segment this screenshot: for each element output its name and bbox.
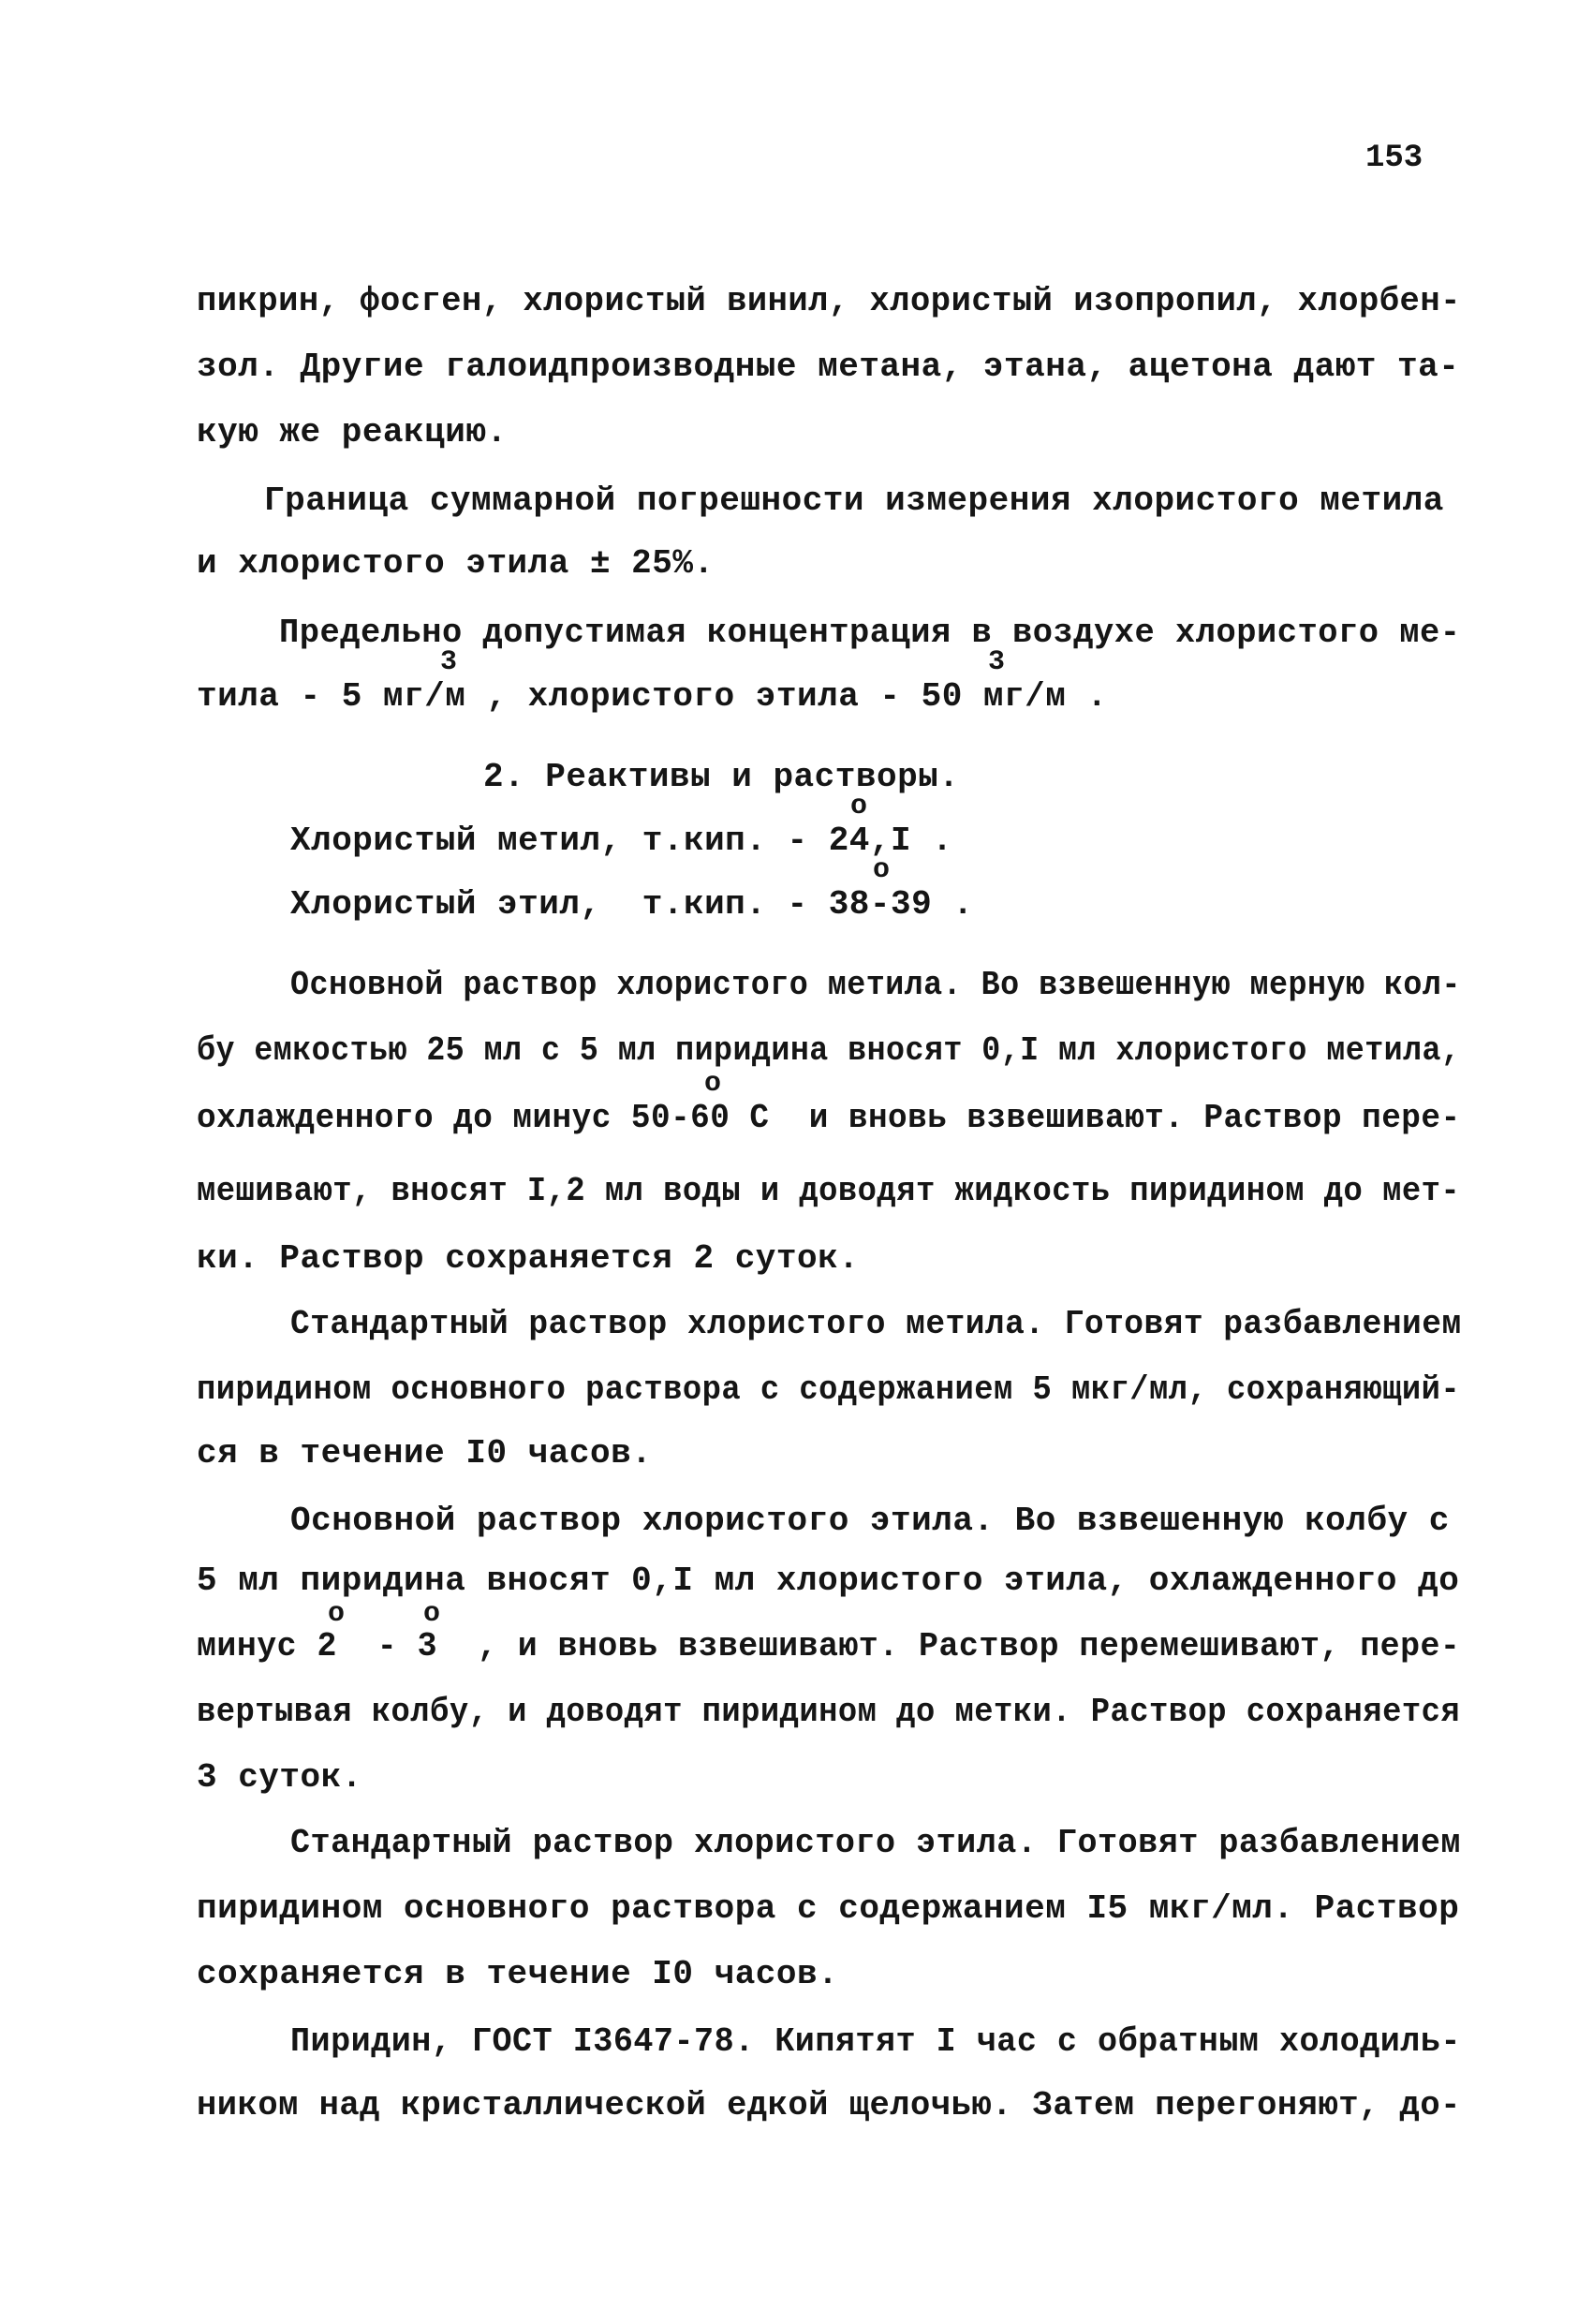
- text-line: Основной раствор хлористого метила. Во взвешенную мерную кол-: [290, 966, 1461, 1004]
- text-line: Стандартный раствор хлористого этила. Готовят разбавлением: [290, 1824, 1461, 1862]
- section-heading: 2. Реактивы и растворы.: [483, 758, 960, 796]
- text-line: и хлористого этила ± 25%.: [197, 544, 715, 583]
- text-line: 3 суток.: [197, 1758, 362, 1797]
- superscript: o: [873, 854, 891, 886]
- text-line: Пиридин, ГОСТ I3647-78. Кипятят I час с обратным холодиль-: [290, 2022, 1461, 2061]
- superscript: o: [704, 1068, 722, 1100]
- text-line: Предельно допустимая концентрация в воздухе хлористого ме-: [279, 614, 1461, 652]
- text-line: тила - 5 мг/м , хлористого этила - 50 мг/м .: [197, 677, 1108, 716]
- text-line: сохраняется в течение I0 часов.: [197, 1955, 839, 1993]
- text-line: пиридином основного раствора с содержанием 5 мкг/мл, сохраняющий-: [197, 1370, 1461, 1409]
- text-line: 5 мл пиридина вносят 0,I мл хлористого этила, охлажденного до: [197, 1562, 1460, 1600]
- text-line: Стандартный раствор хлористого метила. Готовят разбавлением: [290, 1305, 1462, 1343]
- text-line: Хлористый метил, т.кип. - 24,I .: [290, 822, 953, 860]
- text-line: ся в течение I0 часов.: [197, 1434, 653, 1473]
- text-line: вертывая колбу, и доводят пиридином до метки. Раствор сохраняется: [197, 1693, 1461, 1731]
- superscript: o: [850, 791, 868, 822]
- text-line: Основной раствор хлористого этила. Во взвешенную колбу с: [290, 1502, 1450, 1540]
- text-line: Граница суммарной погрешности измерения хлористого метила: [264, 481, 1444, 520]
- text-line: кую же реакцию.: [197, 413, 508, 451]
- text-line: пиридином основного раствора с содержанием I5 мкг/мл. Раствор: [197, 1889, 1460, 1928]
- text-line: бу емкостью 25 мл с 5 мл пиридина вносят 0,I мл хлористого метила,: [197, 1031, 1461, 1070]
- text-line: зол. Другие галоидпроизводные метана, этана, ацетона дают та-: [197, 348, 1460, 386]
- superscript: 3: [988, 646, 1006, 678]
- text-line: пикрин, фосген, хлористый винил, хлористый изопропил, хлорбен-: [197, 282, 1461, 320]
- superscript: o: [328, 1598, 346, 1630]
- text-line: Хлористый этил, т.кип. - 38-39 .: [290, 885, 974, 924]
- superscript: 3: [440, 646, 458, 678]
- text-line: ником над кристаллической едкой щелочью. Затем перегоняют, до-: [197, 2086, 1461, 2124]
- text-line: ки. Раствор сохраняется 2 суток.: [197, 1239, 860, 1278]
- superscript: o: [423, 1598, 441, 1630]
- page-number: 153: [1365, 141, 1423, 176]
- text-line: мешивают, вносят I,2 мл воды и доводят жидкость пиридином до мет-: [197, 1172, 1461, 1210]
- text-line: минус 2 - 3 , и вновь взвешивают. Раствор перемешивают, пере-: [197, 1627, 1461, 1665]
- text-line: охлажденного до минус 50-60 С и вновь взвешивают. Раствор пере-: [197, 1099, 1461, 1137]
